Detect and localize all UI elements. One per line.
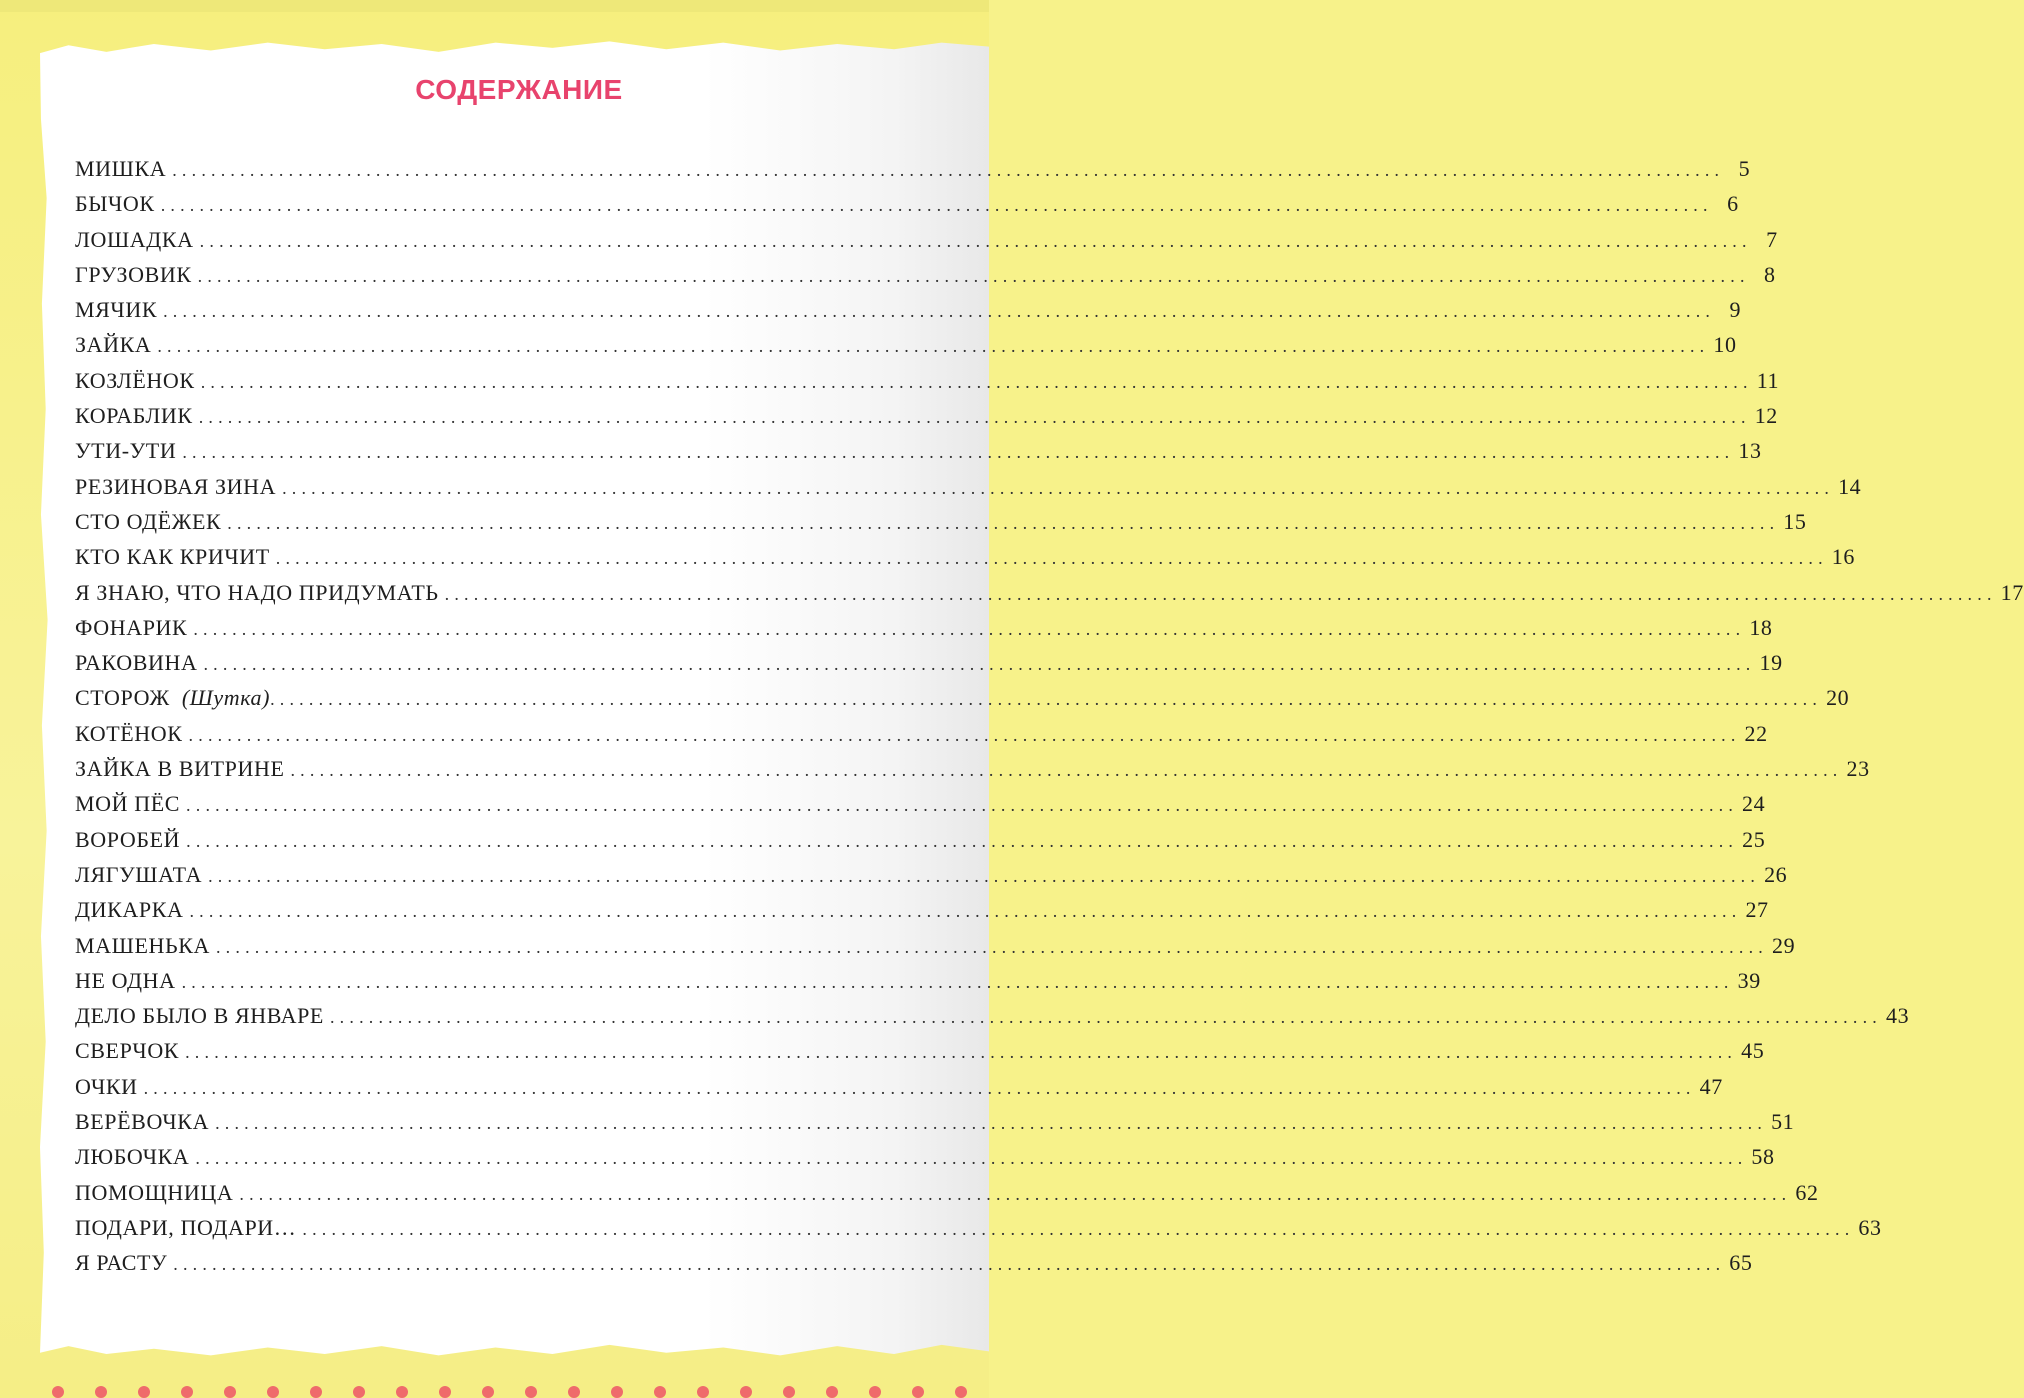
toc-page-number: 24 [1742, 791, 1766, 817]
toc-dot-leader: ................................................................................................................................................................ [275, 548, 1828, 569]
border-dot [439, 1386, 451, 1398]
toc-dot-leader: ................................................................................................................................................................ [215, 936, 1768, 957]
border-dot [955, 1386, 967, 1398]
toc-entry-title: ДЕЛО БЫЛО В ЯНВАРЕ [75, 1003, 324, 1029]
toc-page-number: 8 [1764, 261, 1776, 287]
toc-entry-title: СТО ОДЁЖЕК [75, 508, 222, 534]
toc-page-number: 43 [1885, 1003, 1910, 1029]
page-title: СОДЕРЖАНИЕ [415, 74, 623, 105]
toc-entry [75, 791, 1766, 826]
toc-entry [75, 332, 1737, 367]
toc-page-number: 26 [1764, 861, 1788, 887]
toc-entry [75, 579, 2024, 615]
toc-dot-leader: ................................................................................................................................................................ [181, 971, 1734, 992]
table-of-contents [75, 156, 2024, 1286]
toc-dot-leader: ................................................................................................................................................................ [329, 1007, 1882, 1028]
toc-dot-leader: ................................................................................................................................................................ [290, 760, 1843, 781]
border-dot [912, 1386, 924, 1398]
toc-page-number: 25 [1742, 826, 1766, 852]
toc-entry-title: ГРУЗОВИК [75, 261, 192, 287]
toc-page-number: 6 [1727, 191, 1739, 217]
toc-entry [75, 297, 1742, 332]
toc-dot-leader: ................................................................................................................................................................ [188, 724, 1741, 745]
toc-entry-title: ВОРОБЕЙ [75, 826, 181, 852]
toc-entry-title: КОЗЛЁНОК [75, 367, 195, 393]
toc-page-number: 51 [1771, 1109, 1795, 1135]
toc-page-number: 11 [1756, 367, 1780, 393]
toc-entry-title: ЛОШАДКА [75, 226, 194, 252]
toc-dot-leader: ................................................................................................................................................................ [157, 336, 1710, 357]
border-dot [869, 1386, 881, 1398]
toc-entry-title: ПОДАРИ, ПОДАРИ… [75, 1214, 297, 1240]
toc-page-number: 47 [1699, 1073, 1723, 1099]
toc-entry [75, 438, 1762, 473]
toc-dot-leader: ................................................................................................................................................................ [160, 195, 1713, 216]
border-dot [138, 1386, 150, 1398]
toc-entry-title: ФОНАРИК [75, 614, 188, 640]
toc-entry [75, 473, 1862, 509]
toc-entry-title: КОРАБЛИК [75, 403, 193, 429]
toc-entry-title: УТИ-УТИ [75, 438, 177, 464]
border-dot [740, 1386, 752, 1398]
dot-border-decoration [0, 1383, 989, 1398]
toc-entry [75, 191, 1739, 226]
border-dot [611, 1386, 623, 1398]
toc-page-number: 19 [1759, 650, 1783, 676]
toc-entry [75, 1179, 1819, 1215]
toc-entry [75, 1109, 1795, 1144]
toc-page-number: 5 [1738, 156, 1751, 181]
toc-entry-title: ЗАЙКА В ВИТРИНЕ [75, 756, 285, 782]
toc-entry-title: ОЧКИ [75, 1073, 138, 1099]
border-dot [525, 1386, 537, 1398]
toc-entry [75, 226, 1778, 262]
toc-entry [75, 367, 1780, 403]
toc-page-number: 45 [1741, 1038, 1765, 1064]
toc-dot-leader: ................................................................................................................................................................ [193, 618, 1746, 639]
border-dot [353, 1386, 365, 1398]
toc-dot-leader: ................................................................................................................................................................ [186, 830, 1739, 851]
toc-entry-title: МАШЕНЬКА [75, 932, 210, 958]
toc-dot-leader: ................................................................................................................................................................ [163, 301, 1716, 322]
toc-entry [75, 1073, 1723, 1109]
toc-entry [75, 403, 1778, 438]
toc-entry-title: МЯЧИК [75, 297, 158, 323]
toc-entry-title: ВЕРЁВОЧКА [75, 1109, 210, 1135]
toc-dot-leader: ................................................................................................................................................................ [444, 583, 1997, 604]
toc-entry [75, 756, 1870, 791]
toc-entry-title: Я ЗНАЮ, ЧТО НАДО ПРИДУМАТЬ [75, 579, 439, 605]
toc-entry [75, 1038, 1765, 1073]
border-dot [482, 1386, 494, 1398]
toc-entry [75, 1250, 1753, 1285]
toc-entry [75, 156, 1751, 191]
toc-dot-leader: ................................................................................................................................................................ [172, 160, 1725, 180]
toc-entry-title: КОТЁНОК [75, 720, 183, 746]
toc-dot-leader: ................................................................................................................................................................ [199, 230, 1752, 251]
toc-entry [75, 1003, 1910, 1038]
toc-entry [75, 826, 1766, 862]
toc-dot-leader: ................................................................................................................................................................ [195, 1148, 1748, 1169]
border-dot [568, 1386, 580, 1398]
toc-page-number: 15 [1783, 508, 1807, 534]
toc-page-number: 17 [2000, 579, 2024, 605]
toc-page-number: 62 [1795, 1179, 1819, 1205]
toc-entry-title: ПОМОЩНИЦА [75, 1179, 234, 1205]
toc-page-number: 39 [1737, 967, 1761, 993]
toc-dot-leader: ................................................................................................................................................................ [198, 407, 1751, 428]
toc-entry-title: НЕ ОДНА [75, 967, 176, 993]
toc-entry [75, 614, 1773, 650]
toc-entry [75, 650, 1783, 685]
toc-entry-title: ЛЯГУШАТА [75, 861, 203, 887]
toc-dot-leader: ................................................................................................................................................................ [203, 654, 1756, 675]
toc-page-number: 18 [1749, 614, 1773, 640]
toc-page-number: 16 [1831, 544, 1855, 570]
toc-page-number: 29 [1771, 932, 1796, 958]
border-dot [52, 1386, 64, 1398]
toc-page-number: 12 [1754, 403, 1778, 429]
toc-dot-leader: ................................................................................................................................................................ [227, 512, 1780, 533]
toc-entry-note: (Шутка) [181, 685, 271, 711]
toc-dot-leader: ................................................................................................................................................................ [143, 1077, 1696, 1098]
border-dot [181, 1386, 193, 1398]
toc-entry-title: МИШКА [75, 156, 167, 181]
border-dot [396, 1386, 408, 1398]
border-dot [697, 1386, 709, 1398]
toc-entry [75, 508, 1807, 544]
toc-page-number: 20 [1826, 685, 1850, 711]
toc-dot-leader: ................................................................................................................................................................ [186, 795, 1739, 816]
toc-entry-title: РАКОВИНА [75, 650, 198, 676]
toc-page-number: 65 [1729, 1250, 1753, 1276]
toc-dot-leader: ................................................................................................................................................................ [173, 1254, 1726, 1275]
toc-entry-title: КТО КАК КРИЧИТ [75, 544, 270, 570]
toc-entry-title: БЫЧОК [75, 191, 155, 217]
toc-dot-leader: ................................................................................................................................................................ [270, 689, 1823, 710]
border-dot [826, 1386, 838, 1398]
toc-entry [75, 720, 1768, 756]
toc-entry [75, 261, 1776, 297]
border-dot [95, 1386, 107, 1398]
border-dot [267, 1386, 279, 1398]
toc-page-number: 22 [1744, 720, 1768, 746]
toc-dot-leader: ................................................................................................................................................................ [189, 901, 1742, 922]
toc-dot-leader: ................................................................................................................................................................ [302, 1218, 1855, 1239]
toc-dot-leader: ................................................................................................................................................................ [200, 371, 1753, 392]
toc-entry [75, 1214, 1882, 1250]
toc-dot-leader: ................................................................................................................................................................ [239, 1183, 1792, 1204]
toc-entry-title: МОЙ ПЁС [75, 791, 181, 817]
toc-dot-leader: ................................................................................................................................................................ [185, 1042, 1738, 1063]
toc-dot-leader: ................................................................................................................................................................ [208, 865, 1761, 886]
toc-page-number: 27 [1745, 897, 1769, 923]
toc-page-number: 7 [1766, 226, 1778, 252]
toc-entry [75, 967, 1761, 1003]
toc-entry [75, 1144, 1775, 1179]
toc-dot-leader: ................................................................................................................................................................ [197, 265, 1750, 286]
toc-dot-leader: ................................................................................................................................................................ [282, 477, 1835, 498]
border-dot [310, 1386, 322, 1398]
border-dot [783, 1386, 795, 1398]
toc-entry [75, 544, 1855, 579]
toc-entry-title: СВЕРЧОК [75, 1038, 180, 1064]
toc-dot-leader: ................................................................................................................................................................ [215, 1113, 1768, 1134]
toc-page-number: 23 [1846, 756, 1870, 782]
toc-entry [75, 685, 1850, 720]
toc-page-number: 63 [1858, 1214, 1882, 1240]
toc-entry [75, 932, 1796, 968]
toc-entry-title: ДИКАРКА [75, 897, 184, 923]
toc-entry-title: СТОРОЖ [75, 685, 170, 711]
toc-page-number: 14 [1838, 473, 1862, 499]
toc-page-number: 58 [1751, 1144, 1775, 1170]
toc-entry-title: ЛЮБОЧКА [75, 1144, 190, 1170]
toc-entry-title: Я РАСТУ [75, 1250, 168, 1276]
toc-page-number: 10 [1713, 332, 1737, 358]
toc-entry-title: РЕЗИНОВАЯ ЗИНА [75, 473, 277, 499]
toc-page-number: 13 [1738, 438, 1762, 464]
toc-entry [75, 861, 1788, 897]
top-decor-strip [0, 0, 989, 12]
toc-dot-leader: ................................................................................................................................................................ [182, 442, 1735, 463]
toc-entry-title: ЗАЙКА [75, 332, 152, 358]
toc-entry [75, 897, 1769, 932]
toc-page-number: 9 [1729, 297, 1742, 323]
border-dot [654, 1386, 666, 1398]
border-dot [224, 1386, 236, 1398]
